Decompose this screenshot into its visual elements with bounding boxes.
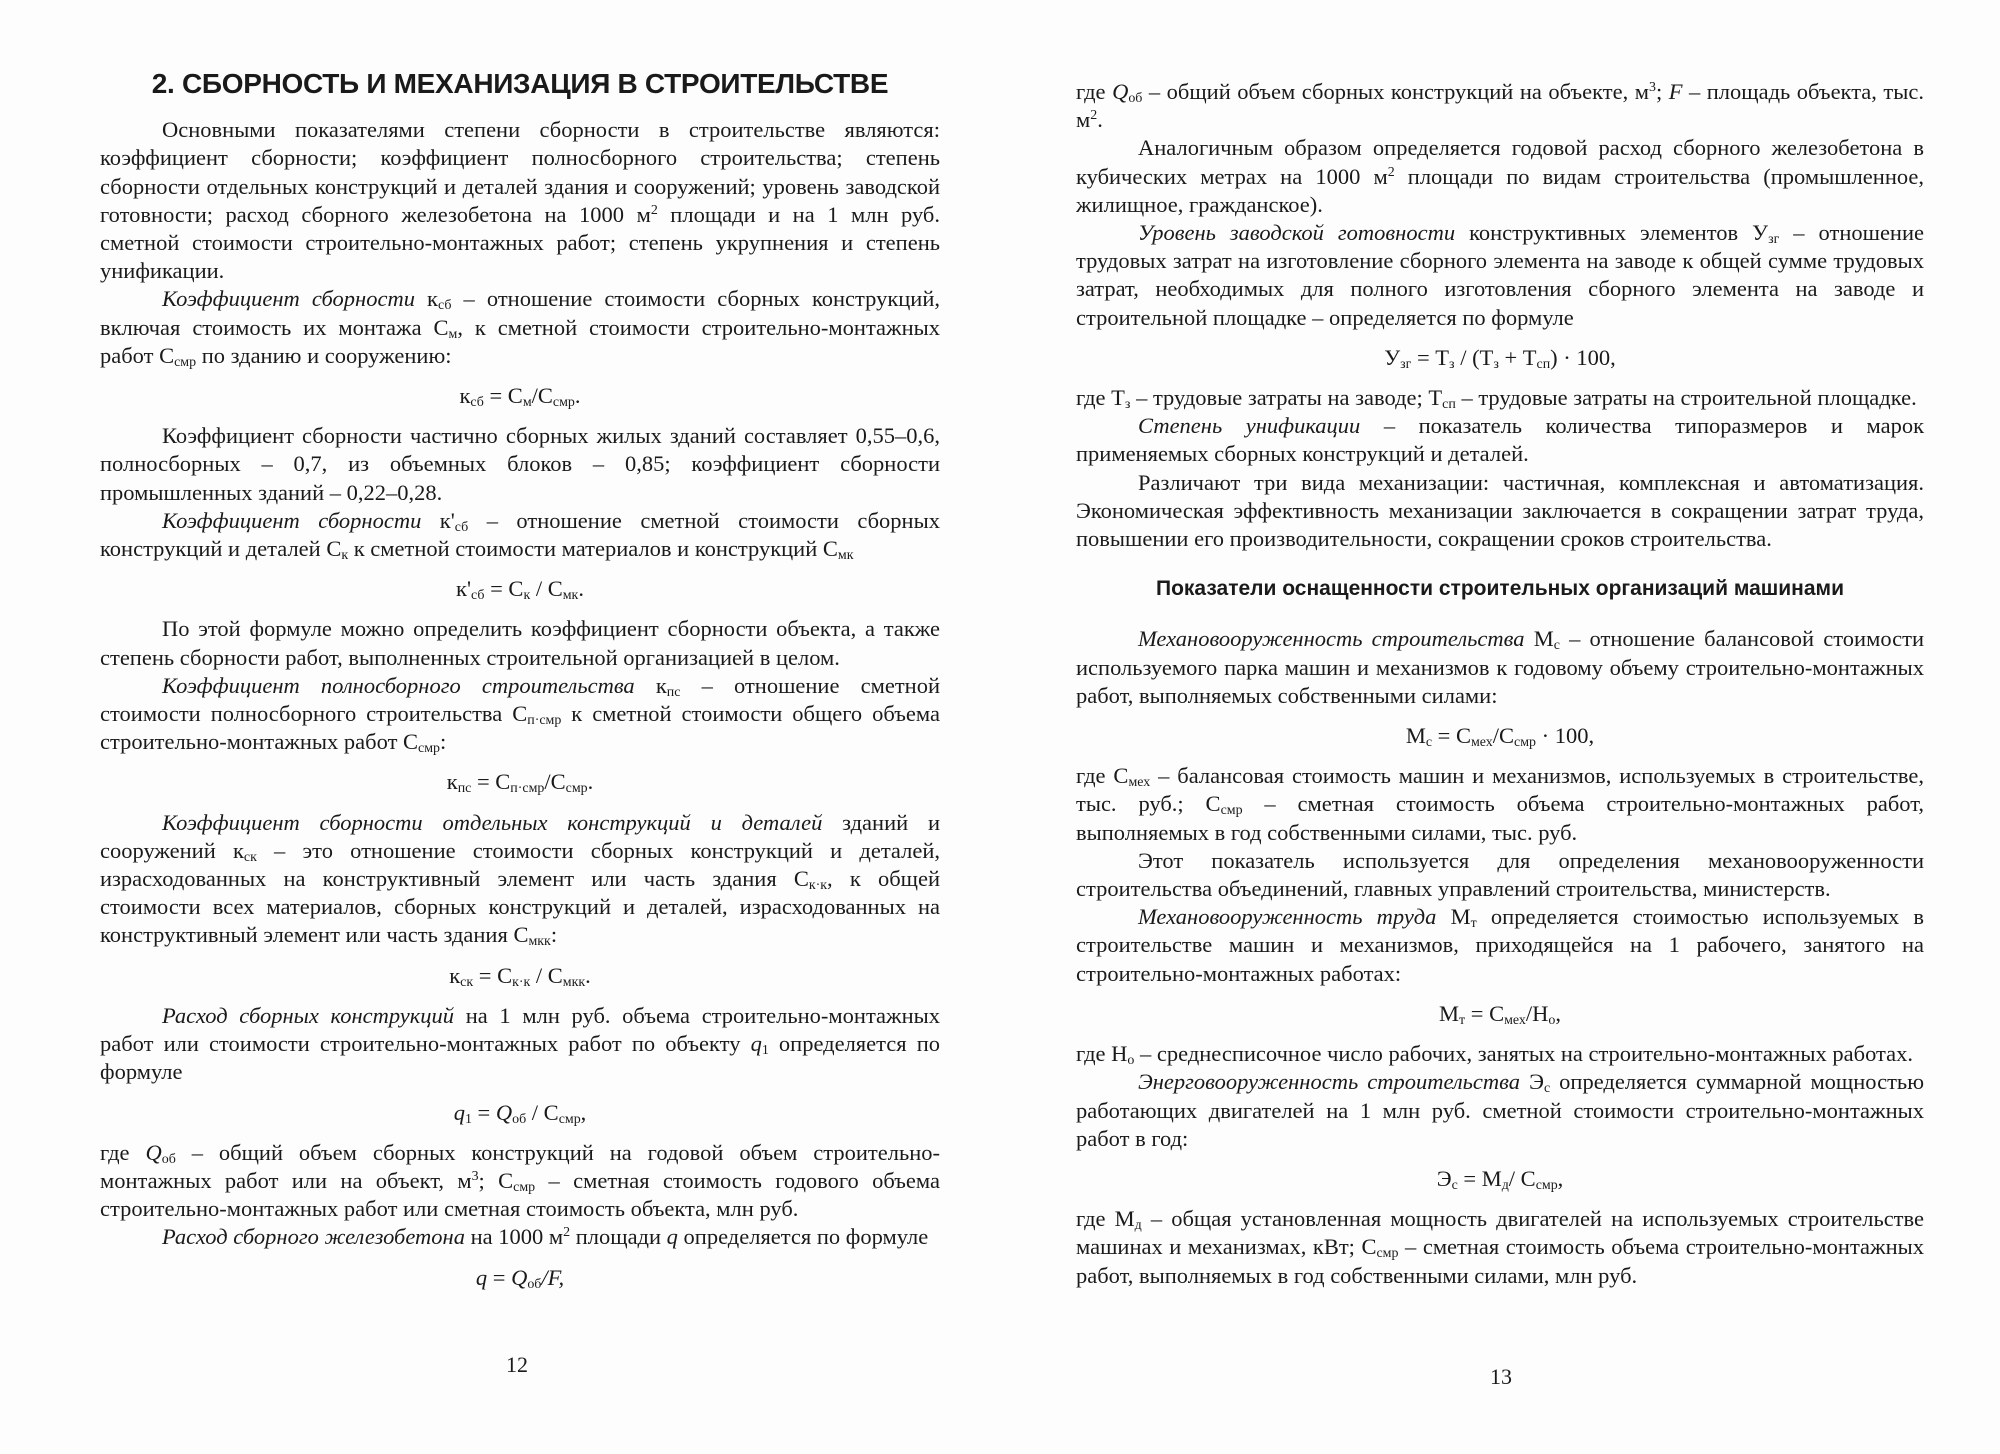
superscript: 2 bbox=[1090, 108, 1098, 124]
text-run: площади и на 1 млн руб. сметной стоимости строительно-монтажных работ; степень укрупнения и степень унификации. bbox=[100, 201, 940, 284]
italic-term: q bbox=[750, 1031, 762, 1057]
text-run: Основными показателями степени сборности в строительстве являются: коэффициент сборности; коэффициент полносборного строительства; степень сборности отдельных конструкций и деталей здания и сооружений; уровень заводской готовности; расход сборного железобетона на 1000 м bbox=[100, 117, 940, 227]
italic-term: Коэффициент сборности отдельных конструкций и деталей bbox=[162, 809, 823, 835]
subscript: сб bbox=[454, 519, 469, 535]
text-run: / С bbox=[530, 576, 563, 602]
text-run: М bbox=[1405, 723, 1426, 749]
text-run: ; bbox=[1655, 79, 1669, 104]
formula-explanation bbox=[1076, 762, 1924, 847]
text-run: Различают три вида механизации: частичная, комплексная и автоматизация. Экономическая эффективность механизации заключается в сокращении затрат труда, повышении его производительности, сокращении сроков строительства. bbox=[1076, 469, 1924, 552]
text-run: где С bbox=[1076, 763, 1129, 789]
italic-term: Q bbox=[495, 1099, 513, 1125]
formula-explanation bbox=[1076, 1040, 1924, 1068]
subscript: п·смр bbox=[527, 713, 562, 729]
text-run: Аналогичным образом определяется годовой расход сборного железобетона в кубических метрах на 1000 м bbox=[1076, 135, 1924, 189]
subscript: с bbox=[1451, 1177, 1458, 1193]
text-run: , к общей стоимости всех материалов, сборных конструкций и деталей, израсходованных на конструктивный элемент или часть здания С bbox=[100, 866, 940, 948]
text-run: к' bbox=[421, 507, 455, 533]
paragraph bbox=[100, 116, 940, 285]
subscript: смр bbox=[1535, 1177, 1558, 1193]
paragraph bbox=[1076, 134, 1924, 219]
text-run: ) · 100, bbox=[1550, 344, 1616, 370]
italic-term: Энерговооруженность строительства bbox=[1138, 1069, 1521, 1095]
subscript: пс bbox=[666, 684, 681, 700]
text-run: определяется суммарной мощностью работающих двигателей на 1 млн руб. сметной стоимости строительно-монтажных работ в год: bbox=[1076, 1069, 1924, 1151]
text-run: на 1 млн руб. объема строительно-монтажных работ или стоимости строительно-монтажных работ по объекту bbox=[100, 1002, 940, 1057]
text-run: площади bbox=[570, 1224, 667, 1250]
text-run: = bbox=[471, 1099, 496, 1125]
subscript: сп bbox=[1536, 356, 1551, 372]
text-run: . bbox=[585, 962, 591, 988]
paragraph bbox=[100, 672, 940, 757]
text-run: на 1000 м bbox=[464, 1224, 564, 1250]
text-run: определяется по формуле bbox=[677, 1224, 929, 1250]
text-run: к bbox=[634, 672, 667, 698]
italic-term: Уровень заводской готовности bbox=[1138, 220, 1456, 246]
subscript: п·смр bbox=[510, 781, 545, 797]
text-run: Э bbox=[1520, 1069, 1544, 1095]
subscript: с bbox=[1553, 638, 1560, 654]
subscript: 1 bbox=[761, 1043, 769, 1059]
text-run: – общий объем сборных конструкций на объекте, м bbox=[1142, 79, 1649, 104]
subscript: к bbox=[523, 588, 531, 604]
italic-term: Степень унификации bbox=[1138, 413, 1361, 439]
italic-term: Коэффициент полносборного строительства bbox=[162, 672, 635, 698]
paragraph bbox=[1076, 625, 1924, 710]
text-run: конструктивных элементов У bbox=[1455, 220, 1769, 246]
subscript: об bbox=[527, 1276, 542, 1292]
subscript: пс bbox=[457, 781, 472, 797]
text-run: · 100, bbox=[1536, 723, 1595, 749]
subscript: об bbox=[512, 1111, 527, 1127]
subscript: к·к bbox=[512, 974, 531, 990]
italic-term: q bbox=[453, 1099, 465, 1125]
paragraph bbox=[100, 285, 940, 370]
text-run: где bbox=[100, 1139, 146, 1165]
text-run: Коэффициент сборности частично сборных жилых зданий составляет 0,55–0,6, полносборных – 0,7, из объемных блоков – 0,85; коэффициент сборности промышленных зданий – 0,22–0,28. bbox=[100, 423, 940, 505]
text-run: = Т bbox=[1411, 344, 1450, 370]
text-run: . bbox=[1097, 107, 1103, 133]
text-run: ; С bbox=[478, 1167, 514, 1193]
superscript: 2 bbox=[1387, 164, 1395, 180]
text-run: к' bbox=[456, 576, 472, 602]
paragraph bbox=[100, 1002, 940, 1087]
text-run: / (Т bbox=[1454, 344, 1494, 370]
text-run: – отношение трудовых затрат на изготовление сборного элемента на заводе к общей сумме трудовых затрат, необходимых для полного изготовления сборного элемента на заводе и строительной площадке – определяется по формуле bbox=[1076, 220, 1924, 330]
formula bbox=[1076, 1165, 1924, 1193]
text-run: , к сметной стоимости строительно-монтажных работ С bbox=[100, 314, 940, 368]
text-run: = С bbox=[483, 383, 523, 409]
italic-term: Q bbox=[511, 1264, 528, 1290]
text-run: М bbox=[1439, 1000, 1460, 1026]
text-run: площади по видам строительства (промышленное, жилищное, гражданское). bbox=[1076, 163, 1924, 217]
text-run: зданий и сооружений к bbox=[100, 809, 940, 863]
text-run: определяется стоимостью используемых в строительстве машин и механизмов, приходящейся на 1 рабочего, занятого на строительно-монтажных работах: bbox=[1076, 904, 1924, 986]
italic-term: Расход сборных конструкций bbox=[162, 1002, 455, 1028]
text-run: Э bbox=[1436, 1165, 1452, 1191]
subscript: зг bbox=[1400, 356, 1412, 372]
italic-term: Q bbox=[1112, 79, 1129, 104]
paragraph bbox=[100, 1223, 940, 1251]
formula-explanation bbox=[1076, 384, 1924, 412]
subscript: смр bbox=[558, 1111, 581, 1127]
subscript: с bbox=[1425, 735, 1433, 751]
formula bbox=[1076, 344, 1924, 372]
text-run: = М bbox=[1457, 1165, 1502, 1191]
subscript: з bbox=[1493, 356, 1499, 372]
paragraph bbox=[1076, 219, 1924, 332]
subscript: о bbox=[1127, 1053, 1135, 1069]
paragraph bbox=[100, 809, 940, 950]
subscript: смр bbox=[513, 1179, 536, 1195]
chapter-heading bbox=[100, 70, 940, 98]
text-run: – среднесписочное число рабочих, занятых на строительно-монтажных работах. bbox=[1134, 1041, 1914, 1067]
text-run: = С bbox=[473, 962, 513, 988]
text-run: – отношение сметной стоимости полносборного строительства С bbox=[100, 672, 940, 727]
text-run: М bbox=[1436, 904, 1471, 930]
text-run: – сметная стоимость объема строительно-монтажных работ, выполняемых в год собственными силами, млн руб. bbox=[1076, 1234, 1924, 1288]
text-run: Показатели оснащенности строительных организаций машинами bbox=[1156, 577, 1844, 601]
subscript: м bbox=[448, 326, 458, 342]
text-run: + Т bbox=[1498, 344, 1537, 370]
subscript: смр bbox=[418, 741, 441, 757]
text-run: / С bbox=[526, 1099, 559, 1125]
formula-explanation bbox=[100, 1139, 940, 1224]
subscript: ск bbox=[243, 849, 257, 865]
text-run: – это отношение стоимости сборных конструкций и деталей, израсходованных на конструктивный элемент или часть здания С bbox=[100, 837, 940, 892]
text-run: = С bbox=[484, 576, 524, 602]
text-run: – сметная стоимость объема строительно-монтажных работ, выполняемых в год собственными силами, тыс. руб. bbox=[1076, 791, 1924, 845]
text-run: – трудовые затраты на заводе; Т bbox=[1130, 385, 1443, 411]
formula-explanation bbox=[1076, 78, 1924, 134]
subscript: смр bbox=[1514, 735, 1537, 751]
paragraph bbox=[1076, 903, 1924, 988]
text-run: – отношение стоимости сборных конструкций, включая стоимость их монтажа С bbox=[100, 286, 941, 340]
text-run: – балансовая стоимость машин и механизмов, используемых в строительстве, тыс. руб.; С bbox=[1076, 763, 1924, 817]
subscript: об bbox=[1128, 91, 1143, 106]
subscript: мк bbox=[837, 548, 854, 564]
page-number-right: 13 bbox=[1490, 1364, 1512, 1389]
text-run: к bbox=[414, 286, 438, 312]
right-page bbox=[1076, 78, 1924, 1290]
subscript: сб bbox=[438, 298, 452, 314]
italic-term: Q bbox=[145, 1139, 162, 1165]
text-run: . bbox=[578, 576, 584, 602]
italic-term: Расход сборного железобетона bbox=[162, 1224, 465, 1250]
text-run: где Т bbox=[1076, 385, 1125, 411]
text-run: . bbox=[574, 383, 581, 409]
subscript: с bbox=[1543, 1081, 1551, 1097]
italic-term: Механовооруженность труда bbox=[1138, 904, 1437, 930]
paragraph bbox=[1076, 847, 1924, 903]
text-run: – общий объем сборных конструкций на годовой объем строительно-монтажных работ или на объект, м bbox=[100, 1139, 940, 1193]
text-run: к bbox=[446, 769, 458, 795]
text-run: к bbox=[449, 962, 461, 988]
text-run: : bbox=[550, 922, 558, 948]
formula bbox=[100, 1099, 940, 1127]
paragraph bbox=[1076, 469, 1924, 554]
text-run: : bbox=[440, 729, 447, 755]
text-run: 2. СБОРНОСТЬ И МЕХАНИЗАЦИЯ В СТРОИТЕЛЬСТВЕ bbox=[151, 68, 889, 99]
text-run: / С bbox=[530, 962, 563, 988]
text-run: – общая установленная мощность двигателей на используемых строительстве машинах и механизмах, кВт; С bbox=[1076, 1206, 1924, 1260]
subscript: зг bbox=[1768, 232, 1780, 248]
text-run: , bbox=[1557, 1165, 1564, 1191]
text-run: М bbox=[1524, 626, 1554, 652]
formula bbox=[1076, 1000, 1924, 1028]
italic-term: q bbox=[475, 1264, 488, 1290]
text-run: = С bbox=[471, 769, 511, 795]
text-run: – показатель количества типоразмеров и марок применяемых сборных конструкций и деталей. bbox=[1076, 413, 1924, 467]
superscript: 3 bbox=[1648, 80, 1656, 95]
subscript: сп bbox=[1442, 397, 1456, 413]
text-run: , bbox=[580, 1099, 587, 1125]
paragraph bbox=[100, 615, 940, 671]
text-run: У bbox=[1384, 344, 1401, 370]
text-run: = С bbox=[1465, 1000, 1505, 1026]
text-run: /Н bbox=[1525, 1000, 1549, 1026]
italic-term: Коэффициент сборности bbox=[162, 507, 422, 533]
text-run: к bbox=[459, 383, 471, 409]
text-run: по зданию и сооружению: bbox=[196, 342, 452, 368]
italic-term: Коэффициент сборности bbox=[162, 286, 415, 312]
subscript: мех bbox=[1504, 1012, 1526, 1028]
subscript: мкк bbox=[528, 934, 551, 950]
text-run: , bbox=[1555, 1000, 1561, 1026]
italic-term: q bbox=[666, 1224, 678, 1250]
formula bbox=[100, 1264, 940, 1292]
subscript: з bbox=[1449, 356, 1455, 372]
text-run: /С bbox=[531, 383, 553, 409]
text-run: – сметная стоимость годового объема строительно-монтажных работ или сметная стоимость объекта, млн руб. bbox=[100, 1167, 940, 1222]
paragraph bbox=[100, 422, 940, 507]
formula bbox=[1076, 722, 1924, 750]
text-run: – площадь объекта, тыс. м bbox=[1076, 79, 1924, 133]
text-run: – отношение балансовой стоимости используемого парка машин и механизмов к годовому объему строительно-монтажных работ, выполняемых собственными силами: bbox=[1076, 626, 1924, 708]
subscript: м bbox=[522, 395, 532, 411]
text-run: где bbox=[1076, 79, 1113, 104]
subscript: мкк bbox=[562, 974, 586, 990]
page-number-left: 12 bbox=[506, 1352, 528, 1377]
text-run: По этой формуле можно определить коэффициент сборности объекта, а также степень сборности работ, выполненных строительной организацией в целом. bbox=[100, 616, 940, 670]
formula bbox=[100, 575, 940, 603]
subscript: т bbox=[1470, 916, 1477, 932]
formula bbox=[100, 962, 940, 990]
superscript: 3 bbox=[471, 1168, 479, 1184]
italic-term: /F, bbox=[541, 1264, 565, 1290]
section-heading bbox=[1076, 575, 1924, 603]
text-run: Этот показатель используется для определения механовооруженности строительства объединений, главных управлений строительства, министерств. bbox=[1076, 847, 1924, 902]
subscript: смр bbox=[552, 395, 575, 411]
subscript: смр bbox=[174, 354, 197, 370]
subscript: об bbox=[161, 1151, 176, 1167]
text-run: . bbox=[587, 769, 594, 795]
text-run: / С bbox=[1508, 1165, 1536, 1191]
text-run: где Н bbox=[1076, 1041, 1128, 1067]
paragraph bbox=[1076, 1068, 1924, 1153]
text-run: определяется по формуле bbox=[100, 1031, 940, 1085]
formula-explanation bbox=[1076, 1205, 1924, 1290]
subscript: смр bbox=[1376, 1246, 1399, 1262]
subscript: сб bbox=[471, 588, 485, 604]
paragraph bbox=[100, 507, 940, 563]
formula bbox=[100, 768, 940, 796]
subscript: мех bbox=[1470, 735, 1493, 751]
subscript: к·к bbox=[808, 878, 828, 894]
text-run: где М bbox=[1076, 1206, 1135, 1232]
subscript: д bbox=[1501, 1177, 1509, 1193]
text-run: = С bbox=[1432, 723, 1471, 749]
italic-term: Механовооруженность строительства bbox=[1138, 626, 1525, 652]
subscript: мех bbox=[1128, 775, 1151, 791]
left-page bbox=[100, 70, 940, 1304]
subscript: к bbox=[341, 548, 349, 564]
subscript: ск bbox=[460, 974, 474, 990]
text-run: – отношение сметной стоимости сборных конструкций и деталей С bbox=[100, 507, 940, 562]
superscript: 2 bbox=[650, 202, 658, 218]
subscript: 1 bbox=[464, 1111, 472, 1127]
subscript: сб bbox=[470, 395, 484, 411]
text-run: – трудовые затраты на строительной площадке. bbox=[1455, 385, 1917, 411]
subscript: д bbox=[1134, 1218, 1142, 1234]
text-run: /С bbox=[1492, 723, 1515, 749]
superscript: 2 bbox=[563, 1225, 571, 1241]
subscript: о bbox=[1548, 1012, 1556, 1028]
subscript: мк bbox=[562, 588, 579, 604]
subscript: т bbox=[1459, 1012, 1466, 1028]
subscript: з bbox=[1124, 397, 1131, 413]
text-run: к сметной стоимости общего объема строительно-монтажных работ С bbox=[100, 701, 940, 755]
subscript: смр bbox=[1220, 803, 1243, 819]
italic-term: F bbox=[1668, 79, 1683, 104]
subscript: смр bbox=[565, 781, 588, 797]
text-run: /С bbox=[544, 769, 566, 795]
text-run: к сметной стоимости материалов и конструкций С bbox=[348, 536, 838, 562]
paragraph bbox=[1076, 412, 1924, 468]
formula bbox=[100, 382, 940, 410]
text-run: = bbox=[487, 1264, 512, 1290]
